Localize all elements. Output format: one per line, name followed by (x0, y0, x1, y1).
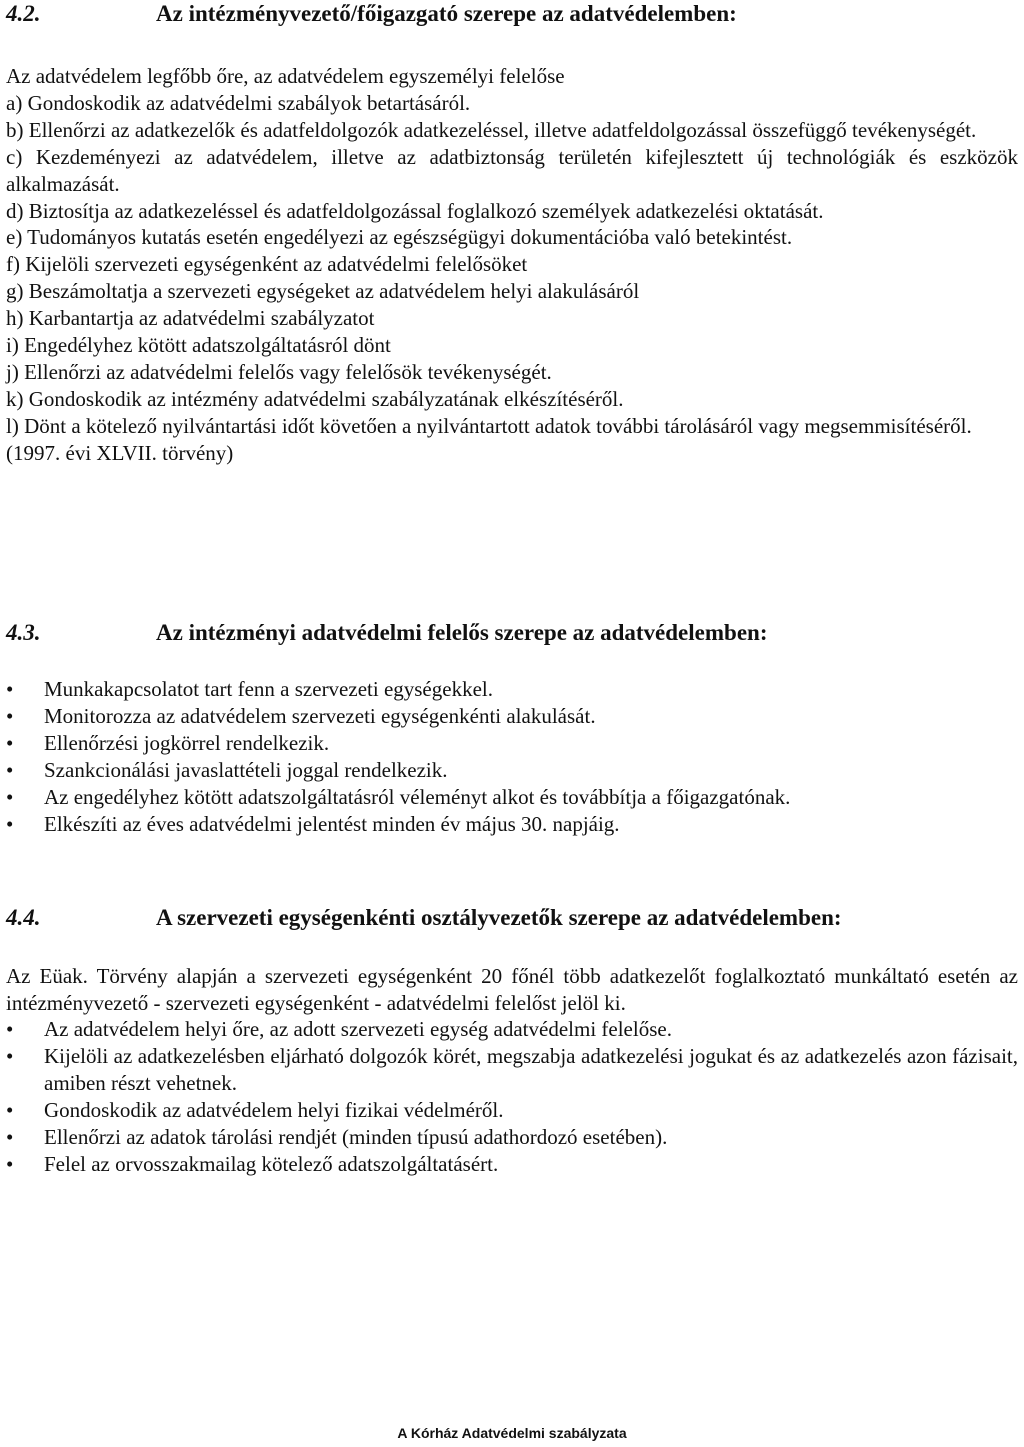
list-item: • Szankcionálási javaslattételi joggal rendelkezik. (6, 757, 1018, 784)
list-item: • Munkakapcsolatot tart fenn a szervezeti egységekkel. (6, 676, 1018, 703)
list-item: • Gondoskodik az adatvédelem helyi fizikai védelméről. (6, 1097, 1018, 1124)
section-4-2-body (6, 63, 1018, 467)
law-reference: (1997. évi XLVII. törvény) (6, 440, 234, 465)
list-item: • Kijelöli az adatkezelésben eljárható dolgozók körét, megszabja adatkezelési jogukat és az adatkezelés azon fázisait, amiben részt vehetnek. (6, 1043, 1018, 1097)
list-item-i: i) Engedélyhez kötött adatszolgáltatásról dönt (6, 333, 391, 358)
paragraph: Az adatvédelem legfőbb őre, az adatvédelem egyszemélyi felelőse (6, 64, 565, 88)
list-item-c: c) Kezdeményezi az adatvédelem, illetve az adatbiztonság területén kifejlesztett új technológiák és eszközök alkalmazását. (6, 144, 1018, 196)
list-item: • Felel az orvosszakmailag kötelező adatszolgáltatásért. (6, 1151, 1018, 1178)
section-title: Az intézményvezető/főigazgató szerepe az adatvédelemben: (156, 1, 737, 26)
list-item-e: e) Tudományos kutatás esetén engedélyezi az egészségügyi dokumentációba való betekintést. (6, 225, 793, 250)
page-footer: A Kórház Adatvédelmi szabályzata (397, 1425, 627, 1441)
list-item-k: k) Gondoskodik az intézmény adatvédelmi szabályzatának elkészítéséről. (6, 386, 624, 411)
section-number: 4.4. (6, 905, 41, 930)
section-heading-4-2 (6, 0, 737, 28)
paragraph: Az Eüak. Törvény alapján a szervezeti egységenként 20 főnél több adatkezelőt foglalkoztató munkáltató esetén az intézményvezető - szervezeti egységenként - adatvédelmi felelőst jelöl ki. (6, 964, 1018, 1015)
list-item-b: b) Ellenőrzi az adatkezelők és adatfeldolgozók adatkezeléssel, illetve adatfeldolgozással összefüggő tevékenységét. (6, 117, 977, 142)
list-item-a: a) Gondoskodik az adatvédelmi szabályok betartásáról. (6, 90, 471, 115)
section-number: 4.2. (6, 1, 41, 26)
list-item-f: f) Kijelöli szervezeti egységenként az adatvédelmi felelősöket (6, 252, 528, 277)
list-item: • Az adatvédelem helyi őre, az adott szervezeti egység adatvédelmi felelőse. (6, 1016, 1018, 1043)
list-item: • Elkészíti az éves adatvédelmi jelentést minden év május 30. napjáig. (6, 811, 1018, 838)
list-item: • Ellenőrzi az adatok tárolási rendjét (minden típusú adathordozó esetében). (6, 1124, 1018, 1151)
list-item: • Ellenőrzési jogkörrel rendelkezik. (6, 730, 1018, 757)
list-item-l: l) Dönt a kötelező nyilvántartási időt követően a nyilvántartott adatok további tárolásáról vagy megsemmisítéséről. (6, 413, 972, 438)
section-4-4-intro (6, 963, 1018, 1017)
list-item-d: d) Biztosítja az adatkezeléssel és adatfeldolgozással foglalkozó személyek adatkezelési oktatását. (6, 198, 824, 223)
section-number: 4.3. (6, 620, 41, 645)
list-item: • Az engedélyhez kötött adatszolgáltatásról véleményt alkot és továbbítja a főigazgatónak. (6, 784, 1018, 811)
section-title: Az intézményi adatvédelmi felelős szerepe az adatvédelemben: (156, 620, 768, 645)
section-4-4-bullet-list (6, 1016, 1018, 1177)
section-4-3-bullet-list (6, 676, 1018, 837)
section-heading-4-4 (6, 904, 842, 932)
section-heading-4-3 (6, 619, 767, 647)
list-item-g: g) Beszámoltatja a szervezeti egységeket az adatvédelem helyi alakulásáról (6, 279, 640, 304)
list-item-h: h) Karbantartja az adatvédelmi szabályzatot (6, 306, 375, 331)
list-item-j: j) Ellenőrzi az adatvédelmi felelős vagy felelősök tevékenységét. (6, 359, 552, 384)
list-item: • Monitorozza az adatvédelem szervezeti egységenkénti alakulását. (6, 703, 1018, 730)
section-title: A szervezeti egységenkénti osztályvezetők szerepe az adatvédelemben: (156, 905, 842, 930)
